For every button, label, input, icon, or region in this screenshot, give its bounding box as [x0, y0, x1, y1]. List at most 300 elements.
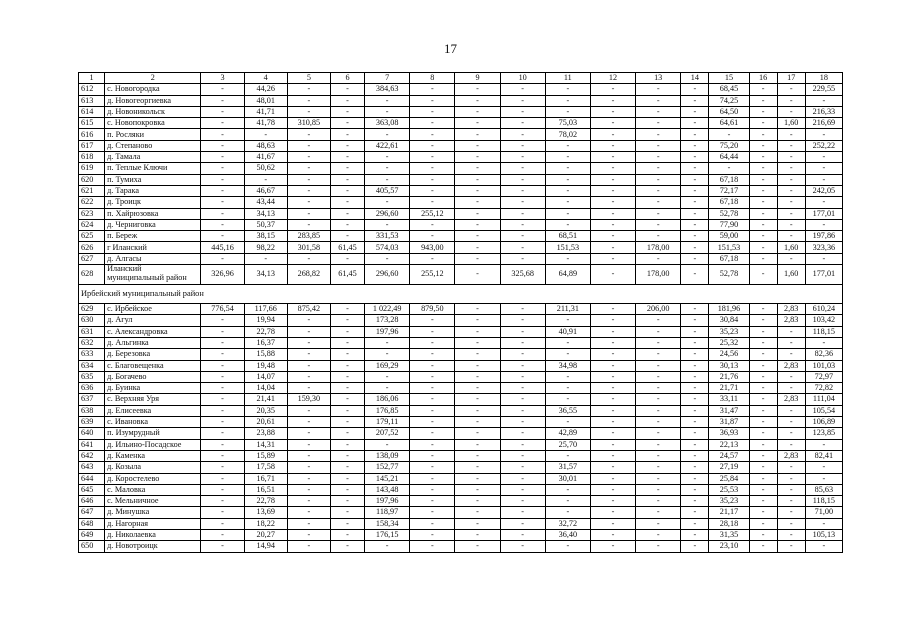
value-cell: 20,27 [244, 529, 287, 540]
value-cell: 216,69 [805, 118, 842, 129]
value-cell: - [749, 360, 777, 371]
value-cell: - [330, 360, 364, 371]
value-cell: - [201, 383, 244, 394]
value-cell: - [287, 84, 330, 95]
value-cell: - [636, 174, 681, 185]
section-title: Ирбейский муниципальный район [79, 285, 843, 304]
column-header: 7 [365, 73, 410, 84]
value-cell: - [455, 106, 500, 117]
value-cell: - [636, 84, 681, 95]
value-cell: - [500, 242, 545, 253]
value-cell: 177,01 [805, 265, 842, 285]
value-cell: - [287, 326, 330, 337]
value-cell: - [636, 507, 681, 518]
value-cell: - [455, 140, 500, 151]
value-cell: 64,61 [709, 118, 749, 129]
value-cell: - [201, 450, 244, 461]
value-cell: - [330, 95, 364, 106]
section-header-row [79, 285, 843, 304]
value-cell: - [365, 439, 410, 450]
table-row [79, 185, 843, 196]
table-row [79, 439, 843, 450]
value-cell: - [636, 473, 681, 484]
settlement-name-cell: д. Новоникольск [105, 106, 201, 117]
value-cell: 50,37 [244, 219, 287, 230]
value-cell: - [636, 118, 681, 129]
value-cell: 138,09 [365, 450, 410, 461]
value-cell: - [287, 484, 330, 495]
value-cell: 48,01 [244, 95, 287, 106]
value-cell: - [636, 371, 681, 382]
value-cell: - [590, 405, 635, 416]
value-cell: - [590, 197, 635, 208]
row-number-cell: 633 [79, 349, 105, 360]
value-cell: 118,15 [805, 496, 842, 507]
value-cell: - [455, 349, 500, 360]
column-header: 11 [545, 73, 590, 84]
value-cell: - [777, 197, 805, 208]
value-cell: 32,72 [545, 518, 590, 529]
column-header: 12 [590, 73, 635, 84]
value-cell: - [749, 439, 777, 450]
value-cell: - [777, 417, 805, 428]
value-cell: 106,89 [805, 417, 842, 428]
value-cell: - [410, 405, 455, 416]
value-cell: - [330, 371, 364, 382]
value-cell: - [777, 174, 805, 185]
value-cell: 776,54 [201, 304, 244, 315]
value-cell: 879,50 [410, 304, 455, 315]
value-cell: - [777, 428, 805, 439]
value-cell: - [455, 518, 500, 529]
value-cell: 72,97 [805, 371, 842, 382]
settlement-name-cell: д. Ильино-Посадское [105, 439, 201, 450]
value-cell: - [330, 541, 364, 552]
value-cell: - [545, 394, 590, 405]
value-cell: - [749, 265, 777, 285]
value-cell: - [500, 473, 545, 484]
value-cell: 30,13 [709, 360, 749, 371]
value-cell: - [287, 174, 330, 185]
settlement-name-cell: с. Маловка [105, 484, 201, 495]
table-row [79, 394, 843, 405]
value-cell: - [287, 349, 330, 360]
value-cell: 255,12 [410, 208, 455, 219]
settlement-name-cell: д. Тамала [105, 152, 201, 163]
value-cell: - [287, 140, 330, 151]
column-header: 14 [681, 73, 709, 84]
value-cell: 206,00 [636, 304, 681, 315]
value-cell: - [681, 541, 709, 552]
value-cell: 67,18 [709, 253, 749, 264]
value-cell: - [636, 428, 681, 439]
settlement-name-cell: д. Новогеоргиевка [105, 95, 201, 106]
value-cell: - [410, 496, 455, 507]
settlement-name-cell: д. Богачево [105, 371, 201, 382]
value-cell: - [410, 428, 455, 439]
value-cell: - [545, 484, 590, 495]
row-number-cell: 615 [79, 118, 105, 129]
value-cell: - [330, 507, 364, 518]
value-cell: - [636, 394, 681, 405]
value-cell: - [777, 462, 805, 473]
table-row [79, 360, 843, 371]
value-cell: 197,96 [365, 326, 410, 337]
value-cell: - [365, 253, 410, 264]
value-cell: 38,15 [244, 231, 287, 242]
value-cell: - [749, 405, 777, 416]
value-cell: - [201, 462, 244, 473]
value-cell: - [681, 360, 709, 371]
column-header: 9 [455, 73, 500, 84]
value-cell: - [545, 197, 590, 208]
value-cell: - [455, 84, 500, 95]
value-cell: - [330, 473, 364, 484]
value-cell: - [455, 450, 500, 461]
row-number-cell: 626 [79, 242, 105, 253]
value-cell: 178,00 [636, 265, 681, 285]
settlement-name-cell: д. Минушка [105, 507, 201, 518]
value-cell: - [500, 507, 545, 518]
table-row [79, 95, 843, 106]
value-cell: - [287, 417, 330, 428]
value-cell: - [330, 462, 364, 473]
table-row [79, 304, 843, 315]
row-number-cell: 620 [79, 174, 105, 185]
settlement-name-cell: с. Ирбейское [105, 304, 201, 315]
value-cell: - [749, 174, 777, 185]
value-cell: - [590, 496, 635, 507]
value-cell: 384,63 [365, 84, 410, 95]
value-cell: - [805, 197, 842, 208]
row-number-cell: 643 [79, 462, 105, 473]
value-cell: - [287, 197, 330, 208]
value-cell: - [330, 208, 364, 219]
value-cell: - [545, 174, 590, 185]
value-cell: - [410, 484, 455, 495]
row-number-cell: 648 [79, 518, 105, 529]
value-cell: - [749, 129, 777, 140]
value-cell: - [455, 118, 500, 129]
value-cell: - [590, 462, 635, 473]
value-cell: - [590, 473, 635, 484]
value-cell: - [590, 118, 635, 129]
value-cell: 72,82 [805, 383, 842, 394]
value-cell: - [201, 231, 244, 242]
value-cell: - [681, 242, 709, 253]
table-row [79, 129, 843, 140]
value-cell: - [500, 163, 545, 174]
value-cell: - [455, 428, 500, 439]
value-cell: - [590, 326, 635, 337]
value-cell: - [500, 219, 545, 230]
value-cell: - [749, 496, 777, 507]
settlement-name-cell: п. Теплые Ключи [105, 163, 201, 174]
value-cell: - [749, 462, 777, 473]
value-cell: - [410, 518, 455, 529]
settlement-name-cell: с. Верхняя Уря [105, 394, 201, 405]
value-cell: - [681, 84, 709, 95]
value-cell: - [590, 349, 635, 360]
value-cell: 36,40 [545, 529, 590, 540]
value-cell: 197,86 [805, 231, 842, 242]
row-number-cell: 649 [79, 529, 105, 540]
value-cell: - [777, 496, 805, 507]
value-cell: 101,03 [805, 360, 842, 371]
value-cell: - [805, 518, 842, 529]
row-number-cell: 619 [79, 163, 105, 174]
value-cell: - [500, 529, 545, 540]
value-cell: - [330, 349, 364, 360]
value-cell: - [455, 439, 500, 450]
value-cell: - [749, 417, 777, 428]
value-cell: - [590, 95, 635, 106]
value-cell: 574,03 [365, 242, 410, 253]
value-cell: - [636, 462, 681, 473]
value-cell: - [330, 84, 364, 95]
value-cell: - [681, 428, 709, 439]
value-cell: - [749, 473, 777, 484]
value-cell: 1,60 [777, 118, 805, 129]
value-cell: - [636, 106, 681, 117]
value-cell: 25,53 [709, 484, 749, 495]
value-cell: - [455, 152, 500, 163]
value-cell: 34,13 [244, 265, 287, 285]
value-cell: 82,36 [805, 349, 842, 360]
value-cell: - [455, 163, 500, 174]
value-cell: - [636, 405, 681, 416]
value-cell: - [749, 326, 777, 337]
value-cell: - [636, 253, 681, 264]
row-number-cell: 638 [79, 405, 105, 416]
value-cell: 22,78 [244, 496, 287, 507]
value-cell: - [330, 304, 364, 315]
value-cell: - [410, 253, 455, 264]
value-cell: - [805, 439, 842, 450]
value-cell: - [365, 163, 410, 174]
value-cell: - [365, 349, 410, 360]
table-body [79, 73, 843, 553]
value-cell: - [636, 197, 681, 208]
value-cell: 105,13 [805, 529, 842, 540]
value-cell: 610,24 [805, 304, 842, 315]
row-number-cell: 645 [79, 484, 105, 495]
table-row [79, 383, 843, 394]
value-cell: - [410, 360, 455, 371]
value-cell: 268,82 [287, 265, 330, 285]
table-row [79, 428, 843, 439]
value-cell: - [500, 118, 545, 129]
value-cell: - [590, 253, 635, 264]
value-cell: 33,11 [709, 394, 749, 405]
value-cell: - [545, 383, 590, 394]
value-cell: - [410, 163, 455, 174]
column-header: 15 [709, 73, 749, 84]
value-cell: - [500, 450, 545, 461]
value-cell: - [681, 529, 709, 540]
value-cell: - [410, 383, 455, 394]
value-cell: - [330, 439, 364, 450]
settlement-name-cell: д. Буинка [105, 383, 201, 394]
value-cell: - [777, 208, 805, 219]
column-header: 5 [287, 73, 330, 84]
value-cell: 14,94 [244, 541, 287, 552]
value-cell: - [201, 129, 244, 140]
value-cell: - [777, 383, 805, 394]
value-cell: - [590, 231, 635, 242]
value-cell: - [590, 140, 635, 151]
value-cell: - [681, 450, 709, 461]
row-number-cell: 639 [79, 417, 105, 428]
value-cell: - [201, 371, 244, 382]
value-cell: - [636, 484, 681, 495]
value-cell: 36,55 [545, 405, 590, 416]
value-cell: - [636, 337, 681, 348]
value-cell: - [681, 337, 709, 348]
value-cell: - [777, 473, 805, 484]
value-cell: 229,55 [805, 84, 842, 95]
value-cell: - [681, 208, 709, 219]
value-cell: - [365, 541, 410, 552]
value-cell: - [636, 152, 681, 163]
value-cell: - [681, 394, 709, 405]
value-cell: 176,85 [365, 405, 410, 416]
value-cell: - [201, 417, 244, 428]
value-cell: 21,76 [709, 371, 749, 382]
value-cell: - [681, 129, 709, 140]
value-cell: 2,83 [777, 315, 805, 326]
value-cell: - [455, 231, 500, 242]
value-cell: - [681, 152, 709, 163]
value-cell: - [410, 529, 455, 540]
value-cell: - [590, 450, 635, 461]
value-cell: - [455, 219, 500, 230]
value-cell: - [410, 231, 455, 242]
table-row [79, 140, 843, 151]
value-cell: 310,85 [287, 118, 330, 129]
value-cell: - [455, 304, 500, 315]
value-cell: - [749, 304, 777, 315]
value-cell: 19,94 [244, 315, 287, 326]
value-cell: - [500, 428, 545, 439]
value-cell: 15,88 [244, 349, 287, 360]
table-row [79, 529, 843, 540]
page-number: 17 [444, 41, 457, 56]
value-cell: - [590, 541, 635, 552]
value-cell: - [287, 428, 330, 439]
value-cell: - [805, 219, 842, 230]
value-cell: - [330, 496, 364, 507]
value-cell: - [590, 265, 635, 285]
value-cell: - [410, 174, 455, 185]
value-cell: - [330, 118, 364, 129]
settlement-name-cell: д. Каменка [105, 450, 201, 461]
settlement-name-cell: с. Александровка [105, 326, 201, 337]
value-cell: - [636, 360, 681, 371]
value-cell: - [545, 337, 590, 348]
value-cell: - [590, 417, 635, 428]
value-cell: - [287, 360, 330, 371]
value-cell: - [777, 326, 805, 337]
value-cell: - [805, 337, 842, 348]
value-cell: - [681, 265, 709, 285]
value-cell: 71,00 [805, 507, 842, 518]
value-cell: 85,63 [805, 484, 842, 495]
value-cell: - [410, 95, 455, 106]
settlement-name-cell: с. Новопокровка [105, 118, 201, 129]
value-cell: 14,31 [244, 439, 287, 450]
value-cell: 252,22 [805, 140, 842, 151]
value-cell: - [590, 518, 635, 529]
value-cell: - [330, 394, 364, 405]
column-header: 6 [330, 73, 364, 84]
value-cell: - [681, 417, 709, 428]
value-cell: 77,90 [709, 219, 749, 230]
value-cell: - [201, 349, 244, 360]
value-cell: - [287, 371, 330, 382]
value-cell: - [500, 106, 545, 117]
value-cell: 74,25 [709, 95, 749, 106]
settlement-name-cell: с. Новогородка [105, 84, 201, 95]
value-cell: - [681, 462, 709, 473]
value-cell: - [681, 473, 709, 484]
value-cell: 18,22 [244, 518, 287, 529]
value-cell: - [500, 315, 545, 326]
value-cell: - [201, 185, 244, 196]
row-number-cell: 622 [79, 197, 105, 208]
value-cell: 21,41 [244, 394, 287, 405]
value-cell: - [749, 163, 777, 174]
value-cell: - [201, 439, 244, 450]
value-cell: - [201, 174, 244, 185]
value-cell: 323,36 [805, 242, 842, 253]
value-cell: 78,02 [545, 129, 590, 140]
column-header: 8 [410, 73, 455, 84]
value-cell: 326,96 [201, 265, 244, 285]
value-cell: - [500, 337, 545, 348]
value-cell: - [590, 174, 635, 185]
value-cell: - [681, 140, 709, 151]
value-cell: - [330, 253, 364, 264]
value-cell: - [201, 518, 244, 529]
settlement-name-cell: д. Козыла [105, 462, 201, 473]
table-row [79, 315, 843, 326]
value-cell: - [330, 529, 364, 540]
value-cell: - [201, 507, 244, 518]
settlement-name-cell: д. Черниговка [105, 219, 201, 230]
settlement-name-cell: п. Хайрюзовка [105, 208, 201, 219]
value-cell: - [777, 405, 805, 416]
value-cell: - [681, 349, 709, 360]
value-cell: - [545, 95, 590, 106]
value-cell: - [681, 219, 709, 230]
value-cell: - [681, 405, 709, 416]
value-cell: - [805, 129, 842, 140]
value-cell: - [545, 185, 590, 196]
value-cell: - [777, 507, 805, 518]
value-cell: - [636, 417, 681, 428]
row-number-cell: 641 [79, 439, 105, 450]
value-cell: 20,61 [244, 417, 287, 428]
value-cell: 34,98 [545, 360, 590, 371]
settlement-name-cell: с. Мельничное [105, 496, 201, 507]
value-cell: 31,47 [709, 405, 749, 416]
value-cell: 23,88 [244, 428, 287, 439]
value-cell: - [500, 417, 545, 428]
value-cell: - [636, 185, 681, 196]
value-cell: - [287, 315, 330, 326]
column-header: 3 [201, 73, 244, 84]
